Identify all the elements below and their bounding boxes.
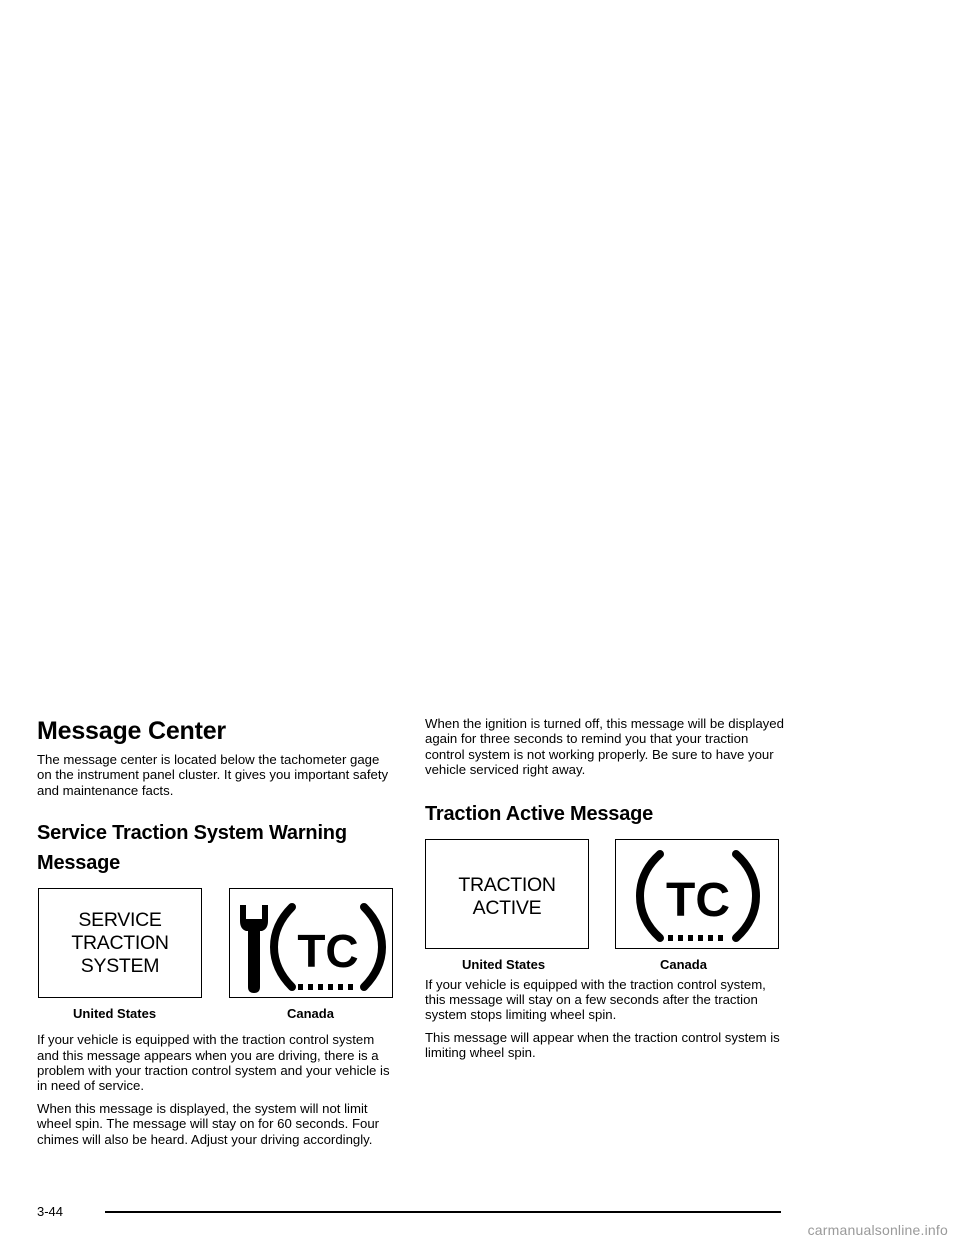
service-traction-message-box (38, 888, 202, 998)
ignition-paragraph: When the ignition is turned off, this message will be displayed again for three seconds to remind you that your traction control system is not working properly. Be sure to have your vehicle serviced right away. (425, 716, 784, 778)
message-line: TRACTION (458, 873, 556, 896)
message-line: ACTIVE (472, 896, 542, 919)
traction-active-para-2: This message will appear when the traction control system is limiting wheel spin. (425, 1029, 780, 1061)
caption-united-states: United States (73, 1006, 157, 1022)
section-title-traction-active: Traction Active Message (425, 802, 654, 825)
tc-symbol-text: TC (666, 873, 730, 927)
message-line: TRACTION (71, 932, 169, 955)
footer-rule (105, 1211, 781, 1213)
traction-active-message-box (425, 839, 589, 949)
traction-active-figure (425, 839, 785, 972)
intro-paragraph: The message center is located below the tachometer gage on the instrument panel cluster. It gives you important safety and maintenance facts. (37, 752, 389, 798)
watermark: carmanualsonline.info (807, 1222, 948, 1238)
left-column (37, 716, 397, 1154)
tc-icon (616, 840, 780, 950)
caption-united-states: United States (462, 956, 546, 972)
service-para-2: When this message is displayed, the system will not limit wheel spin. The message will stay on for 60 seconds. Four chimes will also be heard. Adjust your driving accordingly. (37, 1100, 380, 1147)
wrench-tc-icon (230, 889, 394, 999)
service-tc-symbol-box (229, 888, 393, 998)
message-line: SYSTEM (80, 955, 160, 978)
page-number: 3-44 (37, 1204, 64, 1219)
caption-canada: Canada (287, 1006, 334, 1022)
right-column (425, 716, 785, 1068)
page-title: Message Center (37, 717, 226, 745)
section-title-service-traction: Service Traction System Warning Message (37, 822, 347, 875)
tc-symbol-box (615, 839, 779, 949)
service-traction-figure (37, 888, 397, 1020)
traction-active-para-1: If your vehicle is equipped with the traction control system, this message will stay on a few seconds after the traction system stops limiting wheel spin. (425, 976, 766, 1023)
caption-canada: Canada (660, 956, 707, 972)
message-line: SERVICE (78, 909, 162, 932)
tc-symbol-text: TC (297, 925, 359, 978)
service-para-1: If your vehicle is equipped with the traction control system and this message appears when you are driving, there is a problem with your traction control system and your vehicle is in need of service. (37, 1032, 390, 1094)
